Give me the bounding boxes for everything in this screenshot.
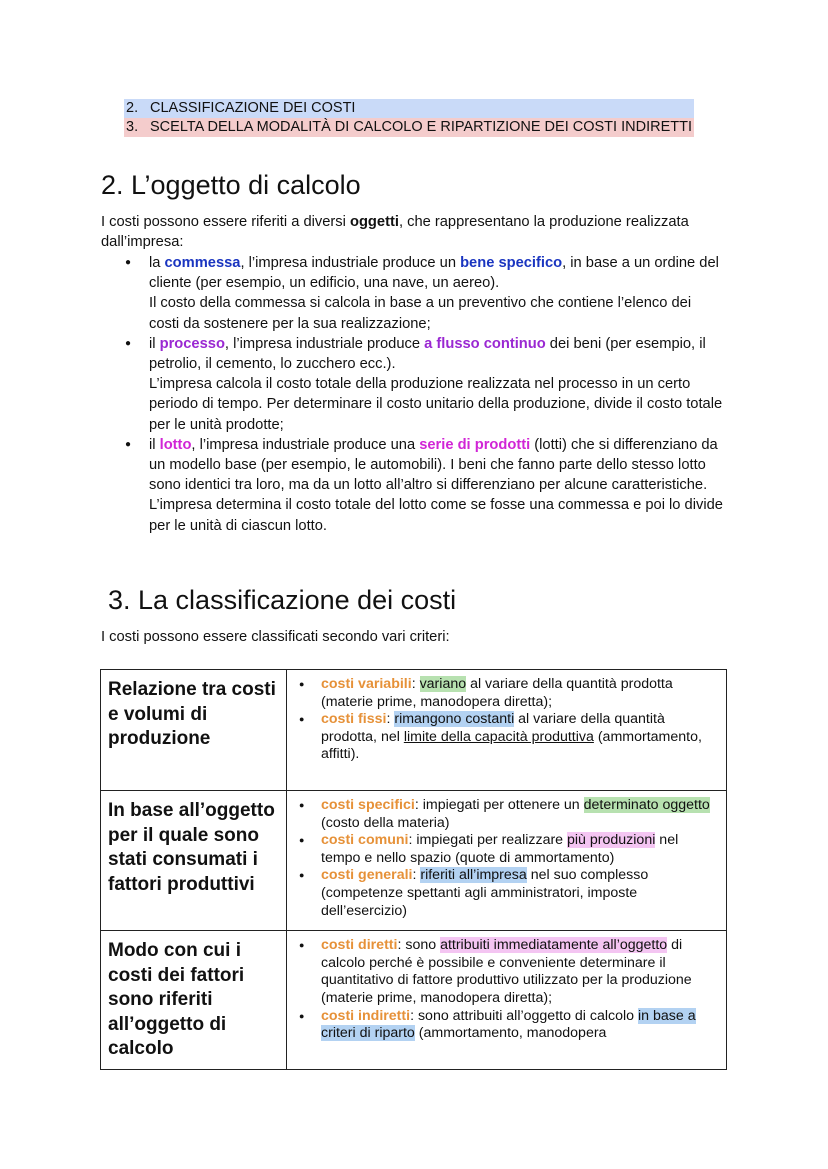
item-text: : sono — [397, 937, 441, 954]
item-highlight: bene specifico — [460, 255, 563, 271]
item-text: , in base a un ordine del cliente (per esempio, un edificio, una nave, un aereo). — [149, 255, 719, 292]
cost-term: costi indiretti — [321, 1007, 411, 1024]
item-text: : — [412, 867, 421, 884]
item-text: di calcolo perché è possibile e conveniente determinare il quantitativo di fattore produttivo utilizzato per la produzione (materie prime, manodopera diretta); — [321, 937, 692, 1006]
underlined-text: limite della capacità produttiva — [403, 728, 594, 745]
item-text: al variare della quantità prodotta, nel — [321, 711, 665, 745]
item-text: (ammortamento, manodopera — [414, 1025, 607, 1042]
row-content — [287, 931, 727, 1070]
item-text: (lotti) che si differenziano da un modello base (per esempio, le automobili). I beni che fanno parte dello stesso lotto sono identici tra loro, ma da un lotto all’altro si differenziano per alcune caratteristiche. — [149, 436, 718, 494]
item-keyword: processo — [159, 335, 225, 352]
item-text: , l’impresa industriale produce — [224, 335, 425, 352]
item-text: dei beni (per esempio, il petrolio, il cemento, lo zucchero ecc.). — [149, 335, 706, 373]
row-header: Modo con cui i costi dei fattori sono riferiti all’oggetto di calcolo — [101, 931, 287, 1070]
cost-term: costi variabili — [321, 676, 412, 692]
item-text: il — [149, 436, 160, 453]
row-content — [287, 791, 727, 931]
item-detail: Il costo della commessa si calcola in base a un preventivo che contiene l’elenco dei costi da sostenere per la sua realizzazione; — [149, 295, 692, 332]
item-keyword: lotto — [159, 436, 192, 453]
criteria-table — [100, 669, 727, 1070]
item-text: il — [149, 335, 160, 352]
intro-keyword: oggetti — [349, 214, 399, 230]
highlight-text: determinato oggetto — [583, 797, 710, 813]
row-content — [287, 670, 727, 791]
item-text: nel suo complesso (competenze spettanti agli amministratori, imposte dell’esercizio) — [321, 867, 649, 919]
list-item-processo — [124, 334, 724, 435]
list-item — [299, 937, 716, 1007]
item-text: : sono attribuiti all’oggetto di calcolo — [410, 1007, 638, 1024]
toc-item-scelta-modalita[interactable] — [124, 118, 694, 137]
toc-text: CLASSIFICAZIONE DEI COSTI — [150, 100, 356, 116]
cost-term: costi diretti — [321, 937, 398, 954]
item-text: , l’impresa industriale produce un — [240, 255, 461, 271]
table-row — [101, 791, 727, 931]
intro-text: I costi possono essere riferiti a diversi — [101, 214, 350, 230]
section-heading-oggetto: 2. L’oggetto di calcolo — [101, 170, 361, 200]
item-text: nel tempo e nello spazio (quote di ammortamento) — [321, 832, 679, 866]
list-item — [299, 711, 716, 764]
table-row — [101, 670, 727, 791]
item-text: : — [386, 711, 395, 728]
highlight-text: più produzioni — [567, 832, 656, 849]
cost-term: costi specifici — [321, 797, 415, 813]
highlight-text: in base a criteri di riparto — [321, 1007, 696, 1042]
list-item — [299, 867, 716, 920]
highlight-text: variano — [419, 676, 467, 692]
highlight-text: attribuiti immediatamente all’oggetto — [440, 937, 668, 954]
list-item-commessa — [124, 253, 724, 334]
oggetti-list — [124, 253, 724, 536]
item-text: , l’impresa industriale produce una — [191, 436, 420, 453]
item-keyword: commessa — [164, 255, 241, 271]
row-header: In base all’oggetto per il quale sono stati consumati i fattori produttivi — [101, 791, 287, 931]
item-detail: L’impresa determina il costo totale del lotto come se fosse una commessa e poi lo divide per le unità di ciascun lotto. — [149, 497, 723, 534]
item-text: (costo della materia) — [321, 814, 450, 831]
list-item — [299, 832, 716, 867]
section-intro: I costi possono essere classificati secondo vari criteri: — [101, 629, 450, 645]
toc-number: 3. — [126, 119, 139, 135]
cost-term: costi fissi — [321, 711, 387, 728]
cost-term: costi generali — [321, 867, 413, 884]
highlight-text: rimangono costanti — [394, 711, 515, 728]
item-text: : impiegati per realizzare — [408, 832, 568, 849]
cost-term: costi comuni — [321, 832, 409, 849]
highlight-text: riferiti all’impresa — [420, 867, 527, 884]
section-heading-classificazione: 3. La classificazione dei costi — [108, 585, 457, 615]
item-text: (ammortamento, affitti). — [321, 728, 702, 763]
item-text: : — [411, 676, 420, 692]
item-text: : impiegati per ottenere un — [414, 797, 584, 813]
list-item-lotto — [124, 435, 724, 536]
item-highlight: a flusso continuo — [424, 335, 546, 352]
list-item — [299, 797, 716, 832]
row-header: Relazione tra costi e volumi di produzione — [101, 670, 287, 791]
table-row — [101, 931, 727, 1070]
section-intro — [101, 212, 741, 252]
item-text: la — [149, 255, 165, 271]
toc-number: 2. — [126, 100, 139, 116]
intro-text: , che rappresentano la produzione realizzata dall’impresa: — [101, 214, 689, 251]
list-item — [299, 1008, 716, 1043]
item-highlight: serie di prodotti — [419, 436, 531, 453]
item-detail: L’impresa calcola il costo totale della produzione realizzata nel processo in un certo periodo di tempo. Per determinare il costo unitario della produzione, divide il costo totale per le unità prodotte; — [149, 376, 723, 433]
table-of-contents — [124, 99, 694, 137]
toc-item-classificazione[interactable] — [124, 99, 694, 118]
list-item — [299, 676, 716, 711]
item-text: al variare della quantità prodotta (materie prime, manodopera diretta); — [321, 676, 673, 710]
toc-text: SCELTA DELLA MODALITÀ DI CALCOLO E RIPARTIZIONE DEI COSTI INDIRETTI — [150, 119, 692, 135]
